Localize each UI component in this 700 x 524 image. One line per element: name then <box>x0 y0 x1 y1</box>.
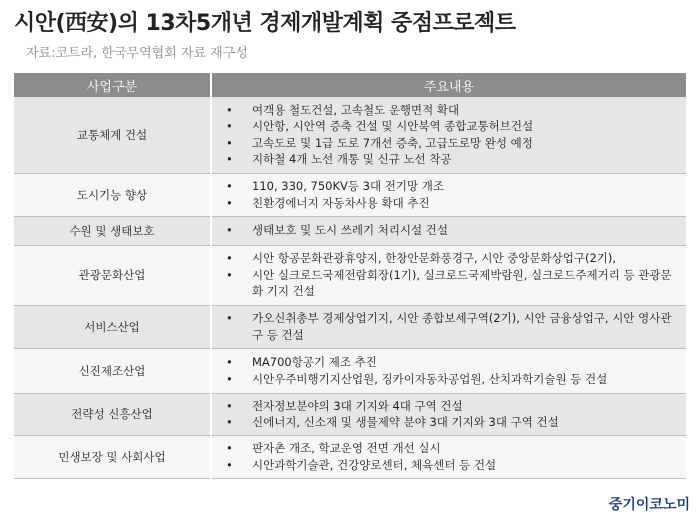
header-category: 사업구분 <box>14 73 211 97</box>
list-item: • 고속도로 및 1급 도로 7개선 증축, 고급도로망 완성 예정 <box>224 135 680 152</box>
page-title: 시안(西安)의 13차5개년 경제개발계획 중점프로젝트 <box>14 11 516 36</box>
table-row <box>14 305 686 348</box>
list-item: • 지하철 4개 노선 개통 및 신규 노선 착공 <box>224 151 680 168</box>
list-item: • 시안과학기술관, 건강양로센터, 체육센터 등 건설 <box>224 457 680 474</box>
list-item: • 시안 실크로드국제전람회장(1기), 실크로드국제박람원, 실크로드주제거리 등 관광문화 기지 건설 <box>224 267 680 300</box>
list-item: • 시안항, 시안역 증축 건설 및 시안북역 종합교통허브건설 <box>224 118 680 135</box>
table-header-row <box>14 73 686 97</box>
item-list <box>224 222 680 239</box>
table-row <box>14 173 686 216</box>
row-category: 도시기능 향상 <box>14 173 211 216</box>
item-list <box>224 102 680 168</box>
row-category: 관광문화산업 <box>14 245 211 305</box>
table-row <box>14 97 686 173</box>
list-item: • 전자정보분야의 3대 기지와 4대 구역 건설 <box>224 398 680 415</box>
item-list <box>224 310 680 343</box>
list-item: • 판자촌 개조, 학교운영 전면 개선 실시 <box>224 440 680 457</box>
source-note: 자료:코트라, 한국무역협회 자료 재구성 <box>26 46 248 61</box>
row-category: 신진제조산업 <box>14 348 211 393</box>
list-item: • 생태보호 및 도시 쓰레기 처리시설 건설 <box>224 222 680 239</box>
publisher-logo: 중기이코노미 <box>608 497 690 513</box>
list-item: • 시안우주비행기지산업원, 징카이자동차공업원, 산치과학기술원 등 건설 <box>224 371 680 388</box>
item-list <box>224 354 680 387</box>
projects-table <box>14 73 686 479</box>
row-category: 수원 및 생태보호 <box>14 216 211 245</box>
row-category: 전략성 신흥산업 <box>14 393 211 435</box>
table-row <box>14 216 686 245</box>
list-item: • 110, 330, 750KV등 3대 전기망 개조 <box>224 178 680 195</box>
table-row <box>14 245 686 305</box>
table-row <box>14 348 686 393</box>
list-item: • MA700항공기 제조 추진 <box>224 354 680 371</box>
list-item: • 친환경에너지 자동차사용 확대 추진 <box>224 195 680 212</box>
list-item: • 시안 항공문화관광휴양지, 한창안문화풍경구, 시안 중앙문화상업구(2기), <box>224 250 680 267</box>
item-list <box>224 398 680 431</box>
header-contents: 주요내용 <box>211 73 686 97</box>
item-list <box>224 250 680 300</box>
item-list <box>224 440 680 473</box>
list-item: • 신에너지, 신소재 및 생물제약 분야 3대 기지와 3대 구역 건설 <box>224 414 680 431</box>
row-category: 민생보장 및 사회사업 <box>14 435 211 478</box>
item-list <box>224 178 680 211</box>
row-category: 서비스산업 <box>14 305 211 348</box>
table-row <box>14 393 686 435</box>
list-item: • 가오신취총부 경제상업기지, 시안 종합보세구역(2기), 시안 금융상업구, 시안 영사관구 등 건설 <box>224 310 680 343</box>
row-category: 교통체계 건설 <box>14 97 211 173</box>
table-row <box>14 435 686 478</box>
list-item: • 여객용 철도건설, 고속철도 운행면적 확대 <box>224 102 680 119</box>
